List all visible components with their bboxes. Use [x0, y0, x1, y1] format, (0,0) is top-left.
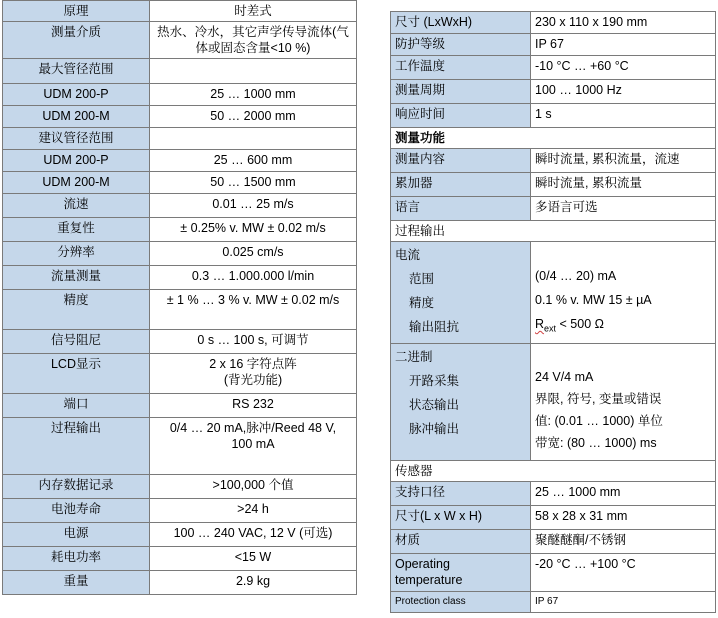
spec-value [150, 418, 357, 475]
spec-value [150, 354, 357, 394]
spec-value-text: 100 … 240 VAC, 12 V (可选) [173, 526, 333, 540]
accumulator-label: 累加器 [391, 173, 531, 197]
sensor-size-value: 58 x 28 x 31 mm [531, 505, 716, 529]
protection-label: 防护等级 [391, 34, 531, 56]
table-row [3, 22, 357, 59]
spec-value [150, 330, 357, 354]
spec-value [150, 394, 357, 418]
table-row [391, 173, 716, 197]
spec-value-text: 50 … 1500 mm [210, 175, 296, 189]
spec-label: UDM 200-P [3, 150, 150, 172]
binary-value-cell [531, 343, 716, 460]
spec-value-text: 0.01 … 25 m/s [212, 197, 294, 211]
spec-value-text-2: (背光功能) [223, 373, 283, 387]
table-row [391, 553, 716, 591]
content-label: 测量内容 [391, 149, 531, 173]
table-row [391, 221, 716, 242]
table-row [391, 481, 716, 505]
spec-value [150, 84, 357, 106]
state-value: 界限, 符号, 变量或错误 [535, 391, 662, 406]
spec-value-text: 0.025 cm/s [222, 245, 284, 259]
table-row [391, 128, 716, 149]
state-label: 状态输出 [409, 397, 460, 412]
range-label: 范围 [409, 272, 435, 286]
spec-label: UDM 200-M [3, 106, 150, 128]
size-label: 尺寸 (LxWxH) [391, 12, 531, 34]
table-row [3, 266, 357, 290]
spec-value-text: <15 W [234, 550, 272, 564]
table-row [391, 343, 716, 460]
spec-value-text: RS 232 [232, 397, 274, 411]
spec-label: 最大管径范围 [3, 59, 150, 84]
spec-label: 过程输出 [3, 418, 150, 475]
binary-label-cell [391, 343, 531, 460]
spec-label: 分辨率 [3, 242, 150, 266]
current-label: 电流 [395, 248, 421, 262]
spec-value-text: 25 … 600 mm [213, 153, 293, 167]
spec-value [150, 499, 357, 523]
period-label: 测量周期 [391, 80, 531, 104]
spec-label: 原理 [3, 1, 150, 22]
spec-value-text: 50 … 2000 mm [210, 109, 296, 123]
spec-value [150, 547, 357, 571]
spec-value-text: >24 h [237, 502, 269, 516]
current-label-cell [391, 242, 531, 344]
open-value: 24 V/4 mA [535, 369, 594, 384]
language-value: 多语言可选 [531, 197, 716, 221]
spec-value-text: 时差式 [234, 4, 272, 18]
table-row [391, 104, 716, 128]
operating-temp-label-cell [391, 553, 531, 591]
accuracy-value: 0.1 % v. MW 15 ± µA [535, 293, 652, 307]
spec-label: 精度 [3, 290, 150, 330]
table-row [391, 197, 716, 221]
table-row [391, 242, 716, 344]
table-row [3, 290, 357, 330]
table-row [391, 149, 716, 173]
right-spec-table [390, 11, 716, 613]
spec-value-text: 25 … 1000 mm [210, 87, 296, 101]
spec-value [150, 218, 357, 242]
pulse-label: 脉冲输出 [409, 421, 460, 436]
content-value: 瞬时流量, 累积流量，流速 [531, 149, 716, 173]
spec-value [150, 172, 357, 194]
spec-value-text: ± 0.25% v. MW ± 0.02 m/s [180, 221, 326, 235]
open-label: 开路采集 [409, 373, 460, 388]
spec-value-text: 0/4 … 20 mA,脉冲/Reed 48 V, [169, 421, 337, 435]
table-row [3, 354, 357, 394]
table-row [3, 418, 357, 475]
table-row [3, 242, 357, 266]
impedance-label: 输出阻抗 [409, 320, 460, 334]
spec-label: LCD显示 [3, 354, 150, 394]
sensor-section-header: 传感器 [391, 460, 716, 481]
spec-label: 电源 [3, 523, 150, 547]
pipe-value: 25 … 1000 mm [531, 481, 716, 505]
spec-value [150, 22, 357, 59]
pipe-label: 支持口径 [391, 481, 531, 505]
table-row [3, 84, 357, 106]
table-row [3, 172, 357, 194]
spec-label: UDM 200-M [3, 172, 150, 194]
pulse-value-1: 值: (0.01 … 1000) 单位 [535, 413, 663, 428]
left-spec-table [2, 0, 357, 595]
spec-value [150, 128, 357, 150]
accuracy-label: 精度 [409, 296, 435, 310]
table-row [3, 394, 357, 418]
spec-value [150, 59, 357, 84]
spec-value-text: ± 1 % … 3 % v. MW ± 0.02 m/s [166, 293, 340, 307]
spec-label: 端口 [3, 394, 150, 418]
table-row [3, 106, 357, 128]
table-row [391, 529, 716, 553]
spec-value [150, 523, 357, 547]
protection-value: IP 67 [531, 34, 716, 56]
spec-label: 电池寿命 [3, 499, 150, 523]
table-row [391, 80, 716, 104]
spec-value [150, 290, 357, 330]
spec-label: UDM 200-P [3, 84, 150, 106]
spec-label: 重量 [3, 571, 150, 595]
spec-value [150, 194, 357, 218]
sensor-size-label: 尺寸(L x W x H) [391, 505, 531, 529]
table-row [3, 150, 357, 172]
table-row [391, 591, 716, 612]
spec-label: 重复性 [3, 218, 150, 242]
spec-value-text: >100,000 个值 [212, 478, 294, 492]
operating-temp-value: -20 °C … +100 °C [531, 553, 716, 591]
material-value: 聚醚醚酮/不锈钢 [531, 529, 716, 553]
table-row [3, 330, 357, 354]
spec-label: 建议管径范围 [3, 128, 150, 150]
spec-value [150, 242, 357, 266]
binary-label: 二进制 [395, 349, 433, 364]
impedance-rest: < 500 Ω [556, 317, 604, 331]
spec-value-text: 2 x 16 字符点阵 [209, 357, 297, 371]
table-row [3, 1, 357, 22]
current-value-cell [531, 242, 716, 344]
period-value: 100 … 1000 Hz [531, 80, 716, 104]
spec-label: 信号阻尼 [3, 330, 150, 354]
impedance-sub: ext [544, 323, 557, 334]
spec-value-text: 0.3 … 1.000.000 l/min [191, 269, 315, 283]
table-row [3, 218, 357, 242]
table-row [3, 547, 357, 571]
spec-value-text: 0 s … 100 s, 可调节 [197, 333, 309, 347]
temperature-label: 工作温度 [391, 56, 531, 80]
accumulator-value: 瞬时流量, 累积流量 [531, 173, 716, 197]
table-row [3, 475, 357, 499]
table-row [3, 128, 357, 150]
spec-value [150, 106, 357, 128]
table-row [391, 56, 716, 80]
spec-label: 耗电功率 [3, 547, 150, 571]
material-label: 材质 [391, 529, 531, 553]
response-value: 1 s [531, 104, 716, 128]
table-row [3, 499, 357, 523]
range-value: (0/4 … 20) mA [535, 269, 617, 283]
spec-value-text: 2.9 kg [235, 574, 271, 588]
table-row [3, 571, 357, 595]
impedance-r: R [535, 317, 545, 331]
operating-temp-label-1: Operating [395, 556, 450, 571]
spec-label: 测量介质 [3, 22, 150, 59]
response-label: 响应时间 [391, 104, 531, 128]
spec-value [150, 475, 357, 499]
temperature-value: -10 °C … +60 °C [531, 56, 716, 80]
spec-label: 流量测量 [3, 266, 150, 290]
spec-value-text: 热水、冷水，其它声学传导流体(气体或固态含量<10 %) [157, 25, 349, 55]
spec-value [150, 150, 357, 172]
size-value: 230 x 110 x 190 mm [531, 12, 716, 34]
spec-value [150, 1, 357, 22]
table-row [391, 505, 716, 529]
language-label: 语言 [391, 197, 531, 221]
impedance-value [535, 312, 711, 341]
output-section-header: 过程输出 [391, 221, 716, 242]
spec-value [150, 266, 357, 290]
table-row [391, 460, 716, 481]
table-row [391, 12, 716, 34]
spec-label: 内存数据记录 [3, 475, 150, 499]
function-section-header: 测量功能 [391, 128, 716, 149]
operating-temp-label-2: temperature [395, 572, 463, 587]
spec-value-text-2: 100 mA [231, 437, 275, 451]
table-row [3, 59, 357, 84]
protection-class-value: IP 67 [531, 591, 716, 612]
spec-value [150, 571, 357, 595]
table-row [3, 194, 357, 218]
spec-label: 流速 [3, 194, 150, 218]
protection-class-label: Protection class [391, 591, 531, 612]
pulse-value-2: 带宽: (80 … 1000) ms [535, 435, 657, 450]
table-row [3, 523, 357, 547]
table-row [391, 34, 716, 56]
